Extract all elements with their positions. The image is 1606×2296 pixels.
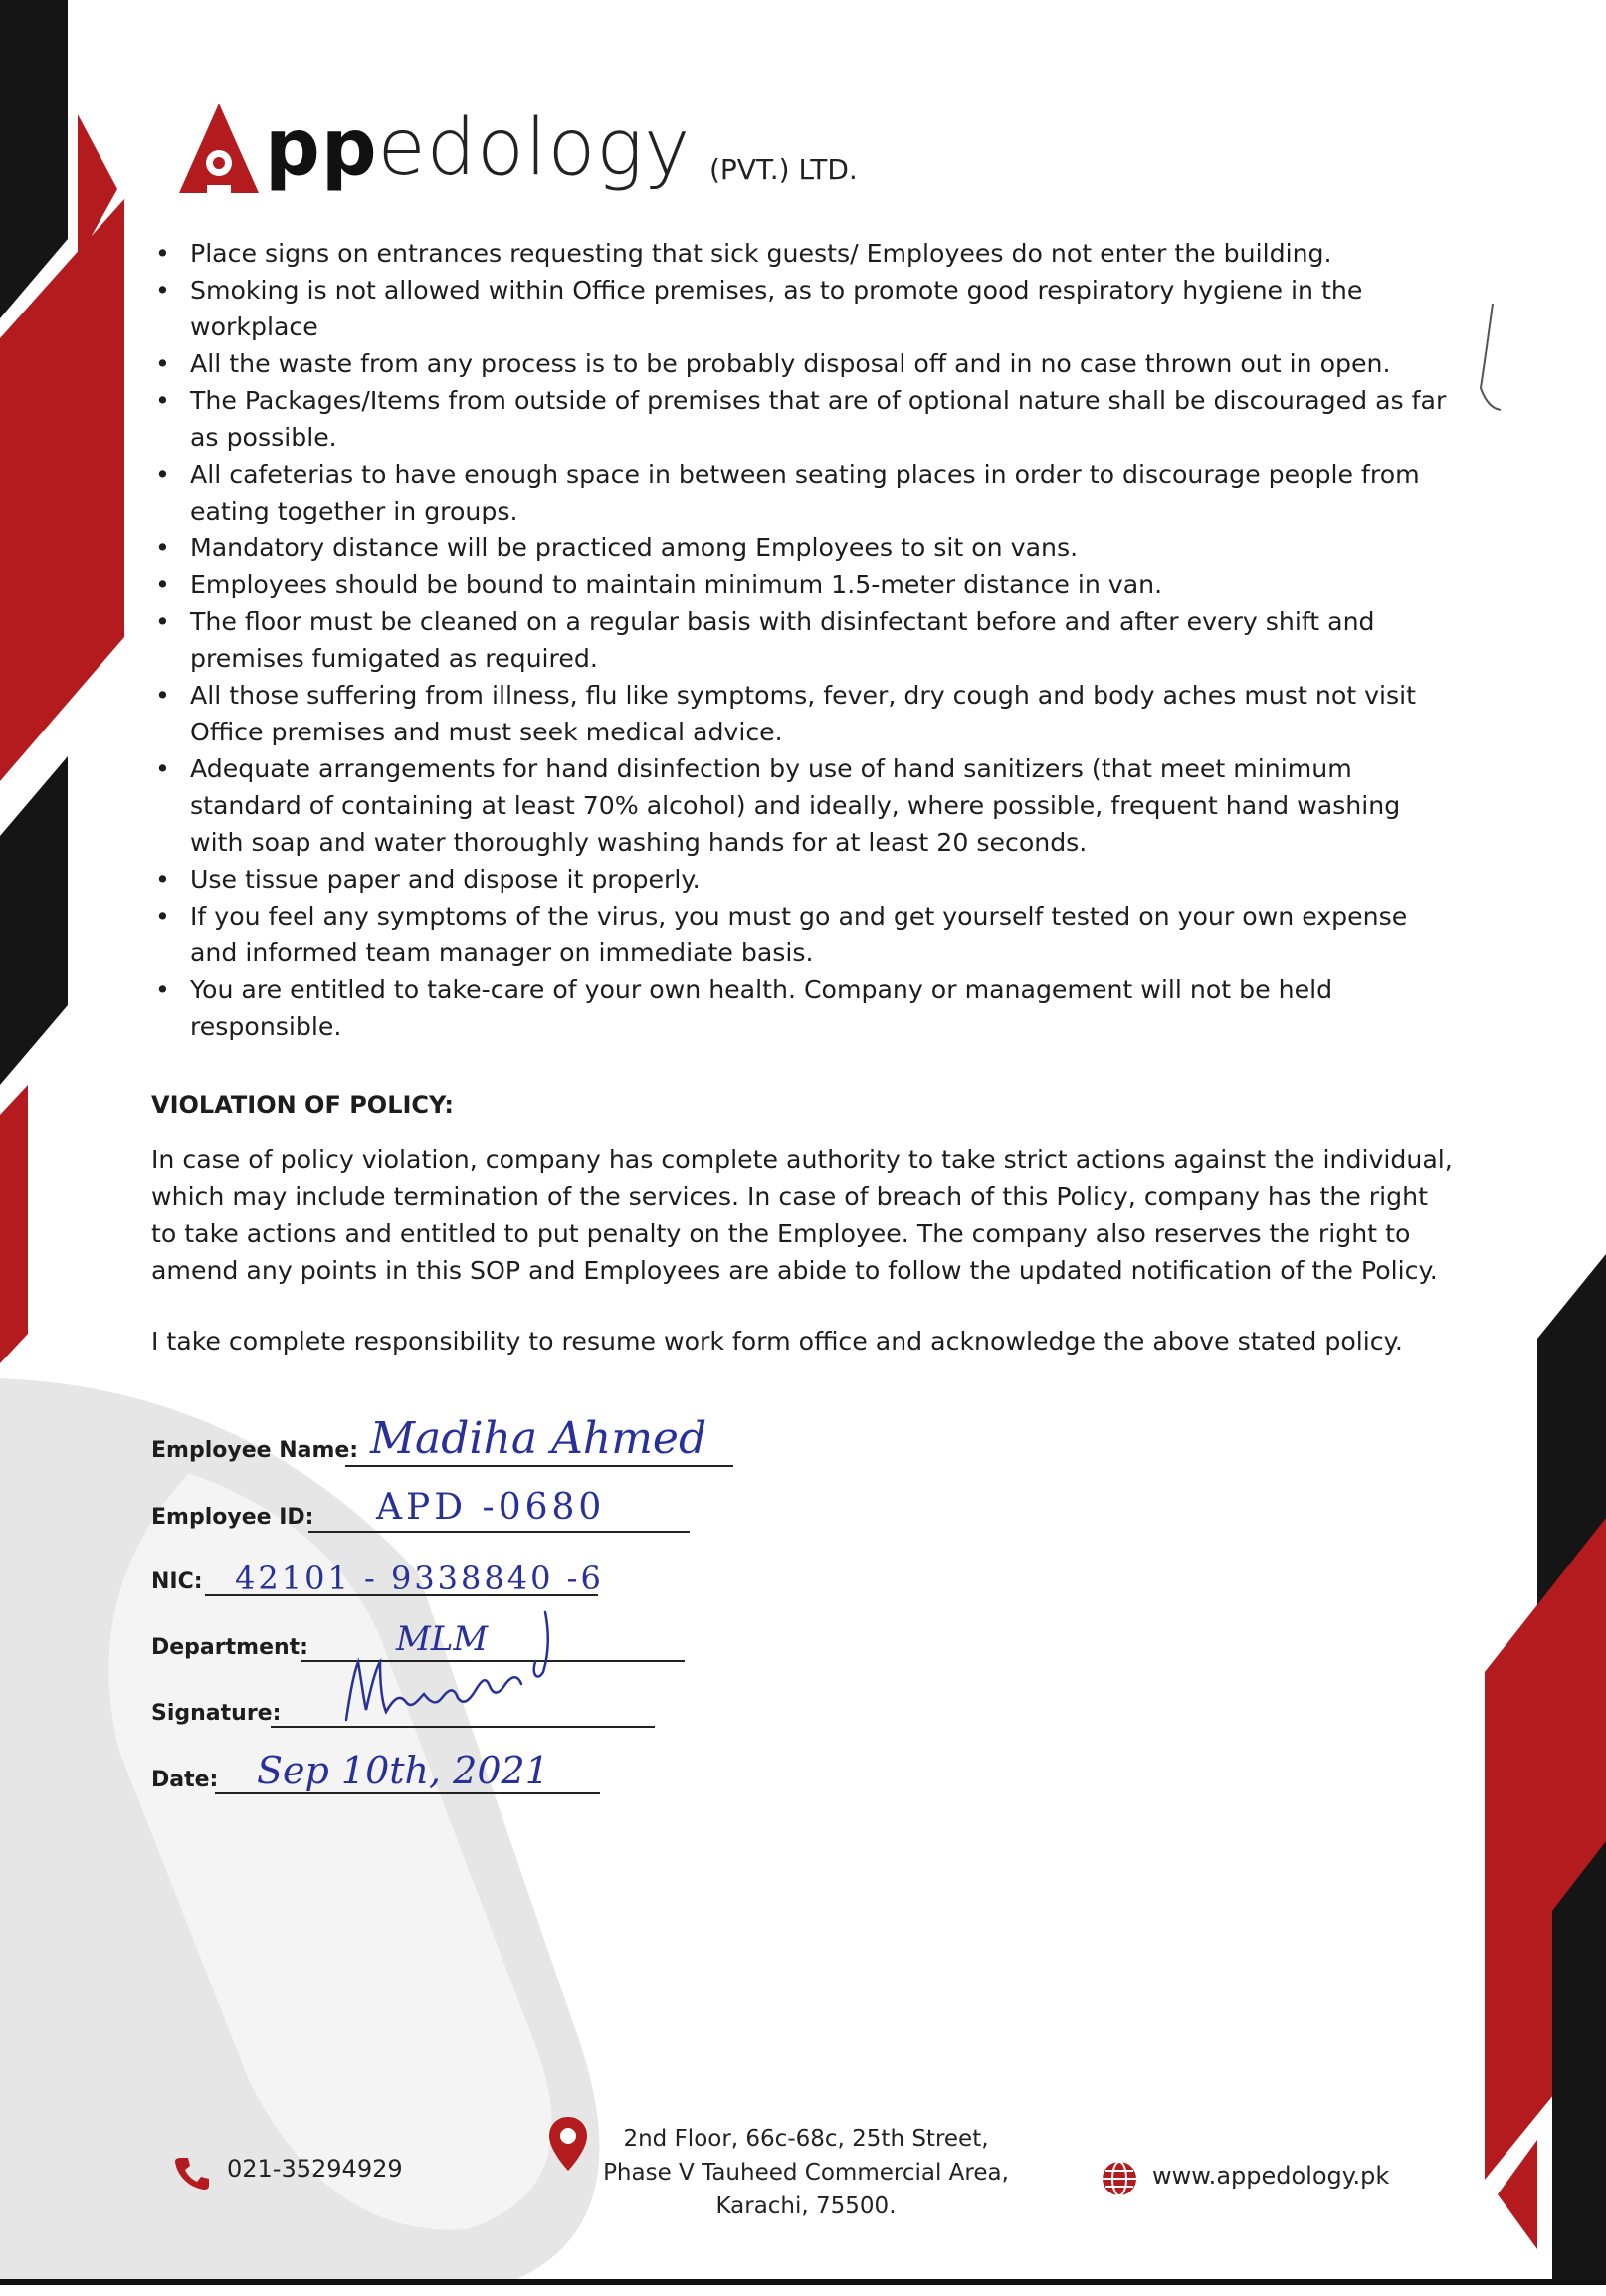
address-line-1: 2nd Floor, 66c-68c, 25th Street, [623, 2126, 989, 2152]
left-black-top [0, 0, 68, 318]
employee-name-line [345, 1465, 733, 1467]
location-pin-icon [547, 2115, 589, 2173]
employee-id-label: Employee ID: [151, 1505, 314, 1530]
nic-value: 42101 - 9338840 -6 [235, 1560, 604, 1597]
right-black-bottom [1552, 1841, 1606, 2279]
bullet-item: • Use tissue paper and dispose it properly. [151, 861, 1455, 898]
bullet-item: • The Packages/Items from outside of premises that are of optional nature shall be discouraged as far as possible. [151, 382, 1455, 456]
date-value: Sep 10th, 2021 [257, 1749, 549, 1792]
bullet-item: • Adequate arrangements for hand disinfection by use of hand sanitizers (that meet minimum standard of containing at least 70% alcohol) and ideally, where possible, frequent hand washing with soap and water thoroughly washing hands for at least 20 seconds. [151, 750, 1455, 861]
logo-pp: pp [265, 104, 378, 193]
signature-label: Signature: [151, 1701, 282, 1726]
department-label: Department: [151, 1635, 308, 1660]
bottom-rule [0, 2279, 1606, 2285]
logo-rest: edology [377, 104, 692, 193]
bullet-item: • The floor must be cleaned on a regular basis with disinfectant before and after every shift and premises fumigated as required. [151, 603, 1455, 677]
bullet-item: • If you feel any symptoms of the virus, you must go and get yourself tested on your own expense and informed team manager on immediate basis. [151, 898, 1455, 971]
employee-name-value: Madiha Ahmed [370, 1413, 707, 1464]
employee-name-label: Employee Name: [151, 1438, 359, 1463]
phone-icon [173, 2154, 211, 2192]
bullet-item: • Mandatory distance will be practiced among Employees to sit on vans. [151, 529, 1455, 566]
footer-website[interactable]: www.appedology.pk [1152, 2162, 1390, 2190]
date-label: Date: [151, 1768, 219, 1792]
acknowledgement-text: I take complete responsibility to resume work form office and acknowledge the above stated policy. [151, 1327, 1403, 1356]
department-value: MLM [396, 1619, 489, 1659]
appedology-logo-icon [177, 102, 261, 201]
bullet-item: • All the waste from any process is to be probably disposal off and in no case thrown out in open. [151, 345, 1455, 382]
signature-image [336, 1602, 575, 1732]
margin-mark [1481, 304, 1501, 410]
bullet-item: • All cafeterias to have enough space in between seating places in order to discourage people from eating together in groups. [151, 456, 1455, 529]
address-line-2: Phase V Tauheed Commercial Area, [603, 2160, 1009, 2186]
policy-content [151, 235, 1455, 1359]
footer-address [587, 2122, 1025, 2223]
bullet-item: • You are entitled to take-care of your own health. Company or management will not be held responsible. [151, 971, 1455, 1045]
policy-bullet-list [151, 235, 1455, 1045]
violation-paragraph: In case of policy violation, company has complete authority to take strict actions against the individual, which may include termination of the services. In case of breach of this Policy, company has the right to take actions and entitled to put penalty on the Employee. The company also reserves the right to amend any points in this SOP and Employees are abide to follow the updated notification of the Policy. [151, 1146, 1453, 1285]
footer-phone: 021-35294929 [227, 2155, 403, 2183]
employee-id-line [308, 1531, 690, 1533]
left-black-band [0, 756, 68, 1085]
violation-title: VIOLATION OF POLICY: [151, 1091, 454, 1119]
bullet-item: • Smoking is not allowed within Office premises, as to promote good respiratory hygiene in the workplace [151, 272, 1455, 345]
logo-wordmark [265, 94, 691, 203]
bullet-item: • Employees should be bound to maintain minimum 1.5-meter distance in van. [151, 566, 1455, 603]
logo-suffix: (PVT.) LTD. [709, 153, 858, 186]
address-line-3: Karachi, 75500. [715, 2193, 897, 2219]
date-line [215, 1792, 600, 1794]
nic-label: NIC: [151, 1569, 203, 1594]
bullet-item: • Place signs on entrances requesting that sick guests/ Employees do not enter the building. [151, 235, 1455, 272]
globe-icon [1101, 2160, 1138, 2197]
employee-id-value: APD -0680 [376, 1487, 606, 1528]
bullet-item: • All those suffering from illness, flu like symptoms, fever, dry cough and body aches must not visit Office premises and must seek medical advice. [151, 677, 1455, 750]
left-red-lower [0, 1085, 28, 1363]
